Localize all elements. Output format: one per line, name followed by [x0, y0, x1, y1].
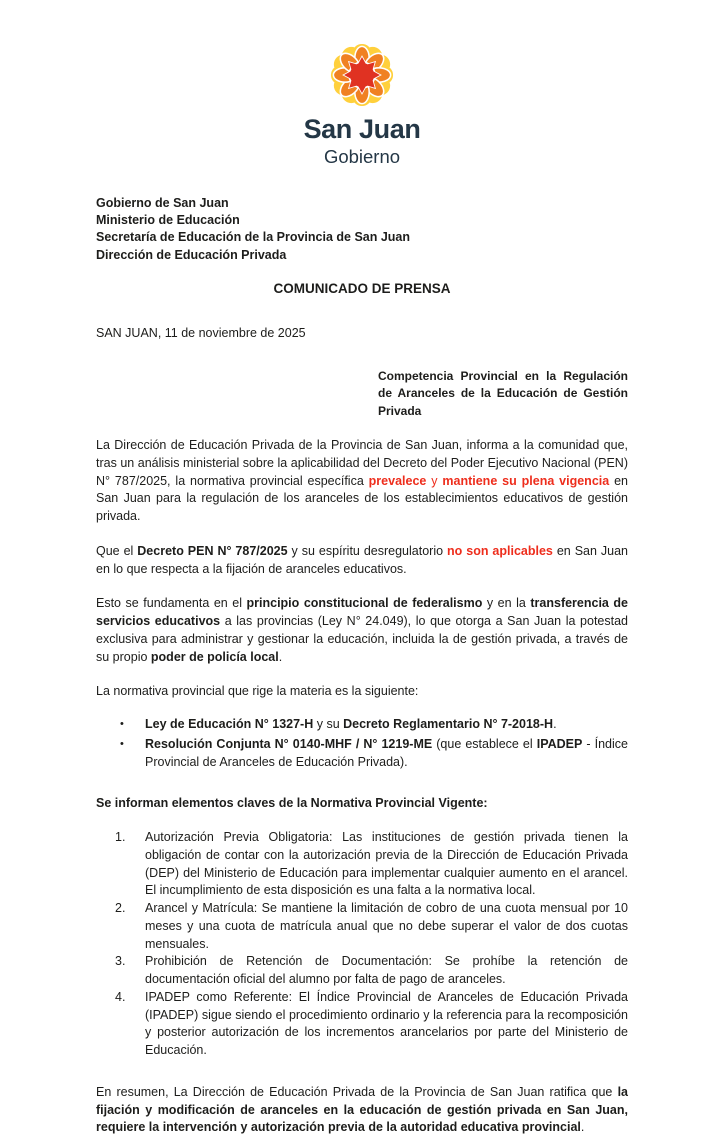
bullet-marker: •	[120, 718, 124, 731]
list-item	[96, 989, 628, 1060]
item-text: Arancel y Matrícula: Se mantiene la limitación de cobro de una cuota mensual por 10 meses y una cuota de matrícula anual que no debe superar el valor de dos cuotas mensuales.	[145, 901, 628, 951]
item-text: IPADEP como Referente: El Índice Provincial de Aranceles de Educación Privada (IPADEP) sigue siendo el procedimiento ordinario y la referencia para la recomposición y posterior autorización de los incrementos arancelarios por parte del Ministerio de Educación.	[145, 989, 628, 1058]
item-number: 1.	[115, 830, 126, 845]
agency-line-gobierno: Gobierno de San Juan	[96, 195, 229, 210]
list-item	[96, 716, 628, 734]
agency-line-ministerio: Ministerio de Educación	[96, 213, 240, 228]
logo-subtitle: Gobierno	[323, 146, 401, 168]
list-item	[96, 829, 628, 900]
agency-line-direccion: Dirección de Educación Privada	[96, 247, 287, 262]
paragraph-aplicabilidad: La Dirección de Educación Privada de la Provincia de San Juan, informa a la comunidad que, tras un análisis ministerial sobre la aplicabilidad del Decreto del Poder Ejecutivo Nacional (PEN) N° 787/2025, la normativa provincial específica prevalece y mantiene su plena vigencia en San Juan para la regulación de los aranceles de los establecimientos educativos de gestión privada.	[96, 438, 628, 524]
press-release-heading: COMUNICADO DE PRENSA	[273, 280, 451, 296]
san-juan-sun-flower-icon	[329, 42, 395, 108]
bullet-text: Resolución Conjunta N° 0140-MHF / N° 1219-ME (que establece el IPADEP - Índice Provincial de Aranceles de Educación Privada).	[145, 736, 628, 769]
dateline: SAN JUAN, 11 de noviembre de 2025	[96, 325, 306, 340]
logo-block	[96, 42, 628, 168]
normativa-bullet-list	[96, 716, 628, 771]
subject-title: Competencia Provincial en la Regulación de Aranceles de la Educación de Gestión Privada	[378, 368, 628, 418]
bullet-marker: •	[120, 737, 124, 750]
item-number: 3.	[115, 954, 126, 969]
list-item	[96, 953, 628, 989]
paragraph-decreto-pen: Que el Decreto PEN N° 787/2025 y su espíritu desregulatorio no son aplicables en San Juan en lo que respecta a la fijación de aranceles educativos.	[96, 543, 628, 576]
list-intro: La normativa provincial que rige la materia es la siguiente:	[96, 684, 419, 699]
closing-paragraph: En resumen, La Dirección de Educación Privada de la Provincia de San Juan ratifica que la fijación y modificación de aranceles en la educación de gestión privada en San Juan, requiere la intervención y autorización previa de la autoridad educativa provincial.	[96, 1084, 628, 1135]
logo-title: San Juan	[303, 113, 421, 144]
elementos-numbered-list	[96, 829, 628, 1060]
item-number: 4.	[115, 989, 126, 1004]
bullet-text: Ley de Educación N° 1327-H y su Decreto Reglamentario N° 7-2018-H.	[145, 717, 557, 732]
item-text: Autorización Previa Obligatoria: Las instituciones de gestión privada tienen la obligación de contar con la autorización previa de la Dirección de Educación Privada (DEP) del Ministerio de Educación para implementar cualquier aumento en el arancel. El incumplimiento de esta disposición es una falta a la normativa local.	[145, 830, 628, 898]
agency-line-secretaria: Secretaría de Educación de la Provincia de San Juan	[96, 230, 411, 245]
list-item	[96, 900, 628, 953]
agency-header	[96, 195, 628, 264]
list-item	[96, 736, 628, 772]
item-text: Prohibición de Retención de Documentación: Se prohíbe la retención de documentación oficial del alumno por falta de pago de aranceles.	[145, 954, 628, 987]
section-heading: Se informan elementos claves de la Normativa Provincial Vigente:	[96, 796, 488, 811]
paragraph-federalismo: Esto se fundamenta en el principio constitucional de federalismo y en la transferencia de servicios educativos a las provincias (Ley N° 24.049), lo que otorga a San Juan la potestad exclusiva para administrar y gestionar la educación, incluida la de gestión privada, a través de su propio poder de policía local.	[96, 596, 629, 664]
item-number: 2.	[115, 901, 126, 916]
